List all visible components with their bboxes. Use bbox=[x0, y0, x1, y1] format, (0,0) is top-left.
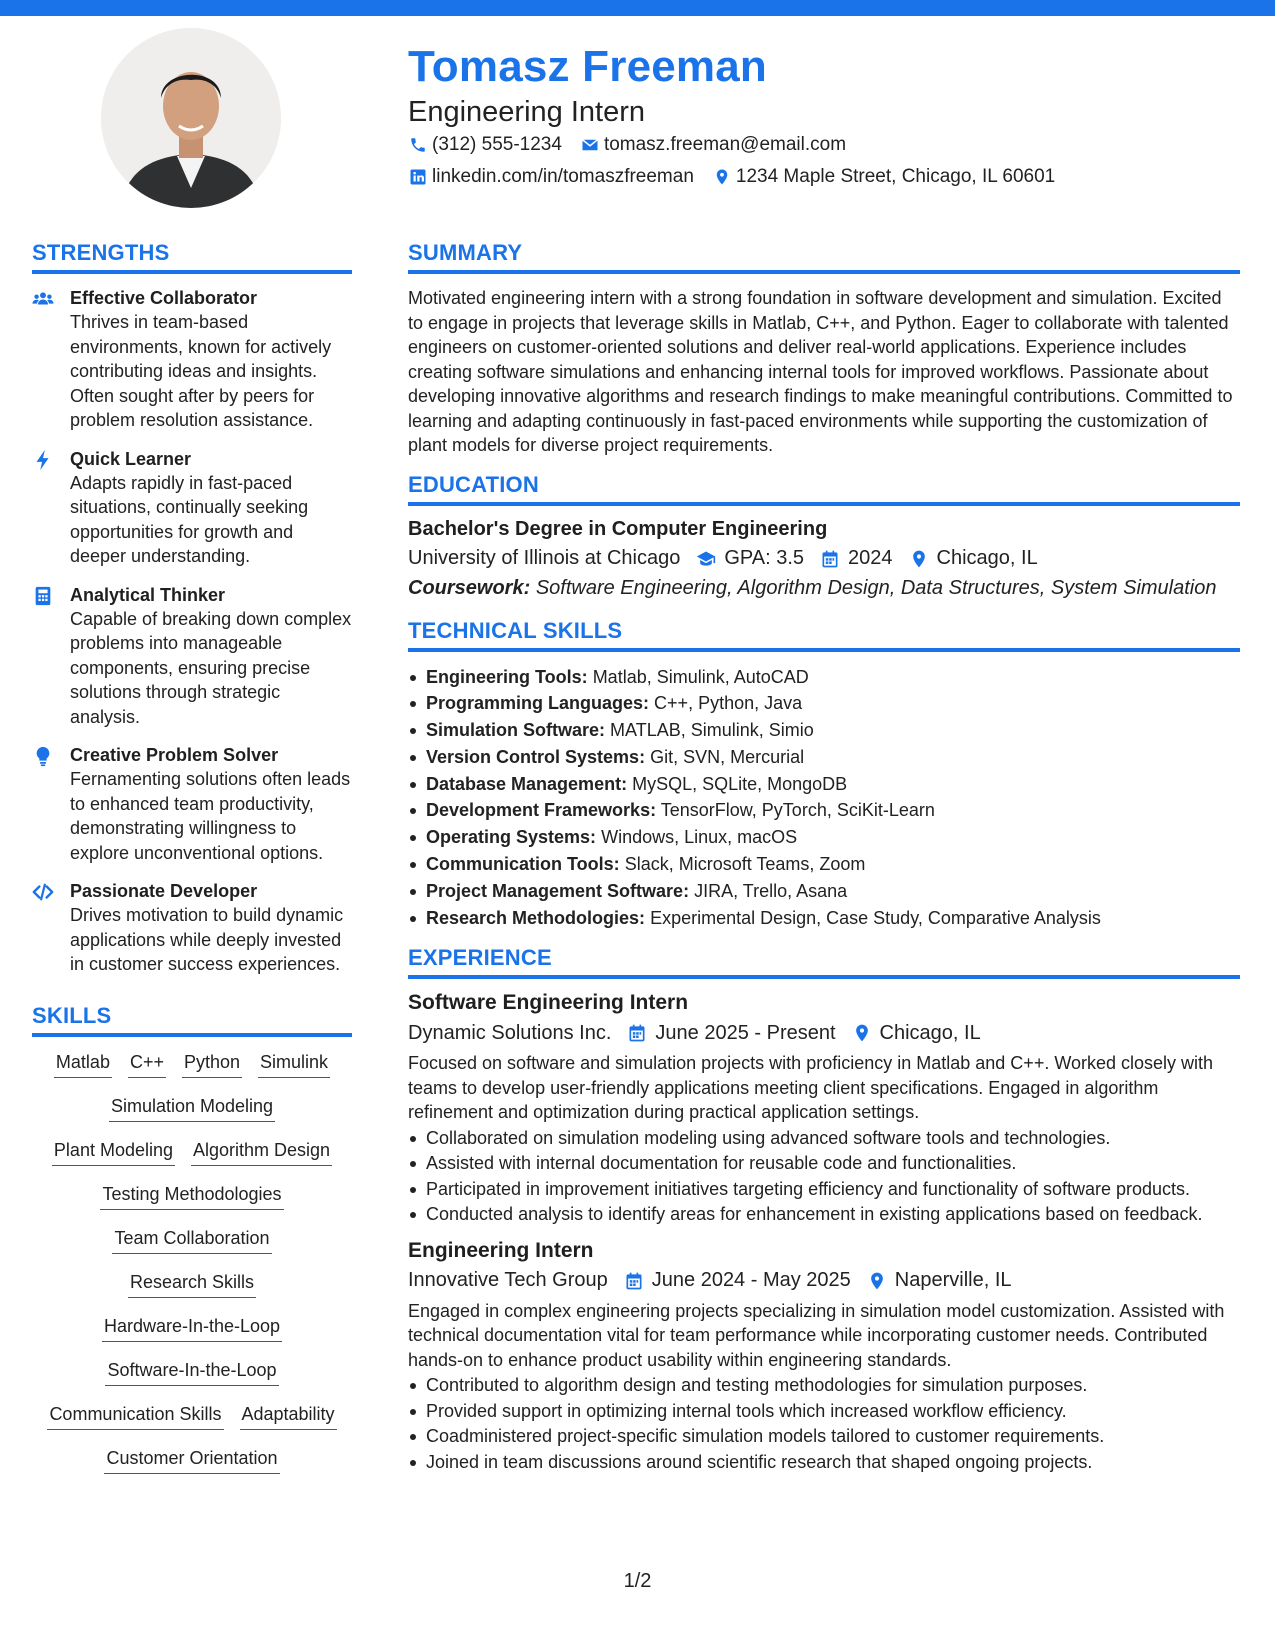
skill-label: Communication Tools: bbox=[426, 854, 620, 875]
list-item: Provided support in optimizing internal tools which increased workflow efficiency. bbox=[408, 1399, 1240, 1424]
skill-tag: Algorithm Design bbox=[191, 1139, 332, 1166]
skills-heading: SKILLS bbox=[32, 1003, 352, 1037]
skill-label: Engineering Tools: bbox=[426, 666, 588, 687]
skill-value: Matlab, Simulink, AutoCAD bbox=[592, 666, 809, 687]
strength-title: Creative Problem Solver bbox=[70, 745, 279, 765]
profile-photo bbox=[101, 28, 281, 208]
email-text: tomasz.freeman@email.com bbox=[603, 134, 847, 155]
company-text: Innovative Tech Group bbox=[408, 1269, 608, 1292]
candidate-name: Tomasz Freeman bbox=[408, 42, 767, 91]
company-text: Dynamic Solutions Inc. bbox=[408, 1021, 612, 1044]
skill-label: Database Management: bbox=[426, 773, 628, 794]
contact-linkedin[interactable] bbox=[408, 166, 694, 188]
skill-label: Operating Systems: bbox=[426, 827, 597, 848]
job-bullets bbox=[408, 1373, 1240, 1474]
list-item bbox=[408, 878, 1240, 905]
skill-label: Simulation Software: bbox=[426, 720, 606, 741]
skill-tag: Hardware-In-the-Loop bbox=[102, 1315, 282, 1342]
job-title: Engineering Intern bbox=[408, 1238, 594, 1262]
location-text: Chicago, IL bbox=[936, 547, 1038, 569]
skill-value: TensorFlow, PyTorch, SciKit-Learn bbox=[660, 800, 935, 821]
skill-label: Project Management Software: bbox=[426, 880, 690, 901]
skill-tag: Software-In-the-Loop bbox=[105, 1359, 278, 1386]
contact-phone[interactable] bbox=[408, 134, 562, 156]
education-location bbox=[907, 547, 1038, 571]
contact-row-primary bbox=[408, 134, 864, 156]
map-pin-icon bbox=[850, 1021, 874, 1045]
skill-value: Slack, Microsoft Teams, Zoom bbox=[624, 854, 866, 875]
list-item bbox=[408, 771, 1240, 798]
skill-tag: C++ bbox=[128, 1051, 166, 1078]
lightbulb-icon bbox=[32, 743, 70, 865]
skill-label: Development Frameworks: bbox=[426, 800, 657, 821]
skill-tag: Team Collaboration bbox=[112, 1227, 271, 1254]
linkedin-text: linkedin.com/in/tomaszfreeman bbox=[432, 166, 694, 187]
address-text: 1234 Maple Street, Chicago, IL 60601 bbox=[735, 166, 1056, 187]
list-item: Joined in team discussions around scientific research that shaped ongoing projects. bbox=[408, 1450, 1240, 1475]
skill-tag: Research Skills bbox=[128, 1271, 256, 1298]
page-number: 1/2 bbox=[623, 1570, 652, 1592]
job-meta bbox=[408, 1269, 1240, 1293]
location-text: Chicago, IL bbox=[879, 1021, 981, 1044]
candidate-title: Engineering Intern bbox=[408, 96, 645, 128]
list-item bbox=[408, 851, 1240, 878]
skill-value: JIRA, Trello, Asana bbox=[694, 880, 848, 901]
dates-text: June 2024 - May 2025 bbox=[651, 1269, 851, 1292]
summary-text: Motivated engineering intern with a strong foundation in software development and simulation. Excited to engage in projects that leverage skills in Matlab, C++, and Python. Eager to collaborate with talented engineers on customer-oriented solutions and deliver real-world applications. Experience includes creating software simulations and enhancing internal tools for improved workflows. Passionate about developing innovative algorithms and research findings to make meaningful contributions. Committed to learning and adapting continuously in fast-paced environments while supporting the customization of plant models for diverse project requirements. bbox=[408, 288, 1233, 455]
job-location bbox=[850, 1021, 981, 1045]
coursework-text: Software Engineering, Algorithm Design, Data Structures, System Simulation bbox=[535, 576, 1217, 599]
skill-tag: Simulink bbox=[258, 1051, 330, 1078]
list-item bbox=[408, 717, 1240, 744]
skill-tag: Matlab bbox=[54, 1051, 112, 1078]
strength-desc: Drives motivation to build dynamic applications while deeply invested in customer success experiences. bbox=[70, 905, 344, 974]
calendar-icon bbox=[622, 1269, 646, 1293]
strength-title: Effective Collaborator bbox=[70, 288, 258, 308]
school-name bbox=[408, 547, 680, 570]
strength-item bbox=[32, 879, 352, 977]
calendar-icon bbox=[818, 547, 842, 571]
strength-desc: Adapts rapidly in fast-paced situations, continually seeking opportunities for growth and deeper understanding. bbox=[70, 472, 309, 566]
map-pin-icon bbox=[865, 1269, 889, 1293]
list-item bbox=[408, 690, 1240, 717]
calendar-icon bbox=[625, 1021, 649, 1045]
company-name bbox=[408, 1022, 611, 1045]
map-pin-icon bbox=[712, 167, 732, 187]
skill-tag: Simulation Modeling bbox=[109, 1095, 275, 1122]
job-description: Focused on software and simulation projects with proficiency in Matlab and C++. Worked closely with teams to develop user-friendly applications meeting client specifications. Engaged in algorithm refinement and optimization during practical application settings. bbox=[408, 1053, 1214, 1123]
list-item: Collaborated on simulation modeling using advanced software tools and technologies. bbox=[408, 1126, 1240, 1151]
skill-tag: Customer Orientation bbox=[104, 1447, 279, 1474]
coursework-label: Coursework: bbox=[408, 576, 531, 599]
location-text: Naperville, IL bbox=[894, 1269, 1012, 1292]
skill-tag: Plant Modeling bbox=[52, 1139, 175, 1166]
graduation-cap-icon bbox=[694, 547, 718, 571]
strength-item bbox=[32, 583, 352, 730]
envelope-icon bbox=[580, 135, 600, 155]
contact-email[interactable] bbox=[580, 134, 846, 156]
technical-skills-heading: TECHNICAL SKILLS bbox=[408, 618, 1240, 652]
company-name bbox=[408, 1269, 608, 1292]
top-accent-bar bbox=[0, 0, 1275, 16]
degree-title: Bachelor's Degree in Computer Engineering bbox=[408, 517, 828, 540]
strengths-heading: STRENGTHS bbox=[32, 240, 352, 274]
list-item: Coadministered project-specific simulation models tailored to customer requirements. bbox=[408, 1424, 1240, 1449]
list-item bbox=[408, 744, 1240, 771]
job-dates bbox=[622, 1269, 851, 1293]
map-pin-icon bbox=[907, 547, 931, 571]
skill-tag: Adaptability bbox=[240, 1403, 337, 1430]
skill-tag: Python bbox=[182, 1051, 242, 1078]
strength-title: Analytical Thinker bbox=[70, 584, 226, 605]
list-item bbox=[408, 664, 1240, 691]
strength-title: Quick Learner bbox=[70, 448, 192, 469]
skill-value: Git, SVN, Mercurial bbox=[650, 746, 805, 767]
skill-label: Version Control Systems: bbox=[426, 746, 646, 767]
strength-item bbox=[32, 743, 352, 865]
phone-text: (312) 555-1234 bbox=[432, 134, 562, 155]
dates-text: June 2025 - Present bbox=[655, 1021, 836, 1044]
strength-title: Passionate Developer bbox=[70, 881, 258, 901]
coursework bbox=[408, 577, 1240, 600]
school-text: University of Illinois at Chicago bbox=[408, 547, 681, 569]
contact-address bbox=[712, 166, 1055, 188]
skill-value: MATLAB, Simulink, Simio bbox=[610, 720, 814, 741]
list-item: Participated in improvement initiatives targeting efficiency and functionality of software products. bbox=[408, 1177, 1240, 1202]
gpa bbox=[694, 547, 804, 571]
job-dates bbox=[625, 1021, 835, 1045]
skill-value: Windows, Linux, macOS bbox=[601, 827, 798, 848]
job-entry bbox=[408, 1239, 1240, 1475]
strength-item bbox=[32, 447, 352, 569]
job-description: Engaged in complex engineering projects specializing in simulation model customization. Assisted with technical documentation vital for team performance while incorporating customer needs. Contributed hands-on to enhance product usability within engineering standards. bbox=[408, 1300, 1225, 1370]
list-item: Assisted with internal documentation for reusable code and functionalities. bbox=[408, 1151, 1240, 1176]
education-meta bbox=[408, 547, 1240, 571]
job-title: Software Engineering Intern bbox=[408, 991, 689, 1015]
summary-heading: SUMMARY bbox=[408, 240, 1240, 274]
job-location bbox=[865, 1269, 1012, 1293]
phone-icon bbox=[408, 135, 428, 155]
list-item bbox=[408, 905, 1240, 932]
skill-value: C++, Python, Java bbox=[654, 693, 803, 714]
list-item: Conducted analysis to identify areas for enhancement in existing applications based on feedback. bbox=[408, 1202, 1240, 1227]
skill-value: Experimental Design, Case Study, Comparative Analysis bbox=[650, 907, 1101, 928]
users-icon bbox=[32, 286, 70, 433]
technical-skills-list bbox=[408, 664, 1240, 932]
skill-value: MySQL, SQLite, MongoDB bbox=[632, 773, 848, 794]
list-item bbox=[408, 824, 1240, 851]
year-text: 2024 bbox=[848, 547, 893, 569]
skill-tag: Testing Methodologies bbox=[100, 1183, 283, 1210]
skill-label: Programming Languages: bbox=[426, 693, 650, 714]
list-item bbox=[408, 797, 1240, 824]
strength-desc: Fernamenting solutions often leads to enhanced team productivity, demonstrating willingness to explore unconventional options. bbox=[70, 769, 351, 863]
skill-label: Research Methodologies: bbox=[426, 907, 646, 928]
skills-tag-cloud bbox=[32, 1049, 352, 1491]
strength-desc: Capable of breaking down complex problems into manageable components, ensuring precise solutions through strategic analysis. bbox=[70, 608, 352, 727]
left-column bbox=[32, 240, 352, 1491]
linkedin-icon bbox=[408, 167, 428, 187]
strength-item bbox=[32, 286, 352, 433]
bolt-icon bbox=[32, 447, 70, 569]
calculator-icon bbox=[32, 583, 70, 730]
strength-desc: Thrives in team-based environments, known for actively contributing ideas and insights. Often sought after by peers for problem resolution assistance. bbox=[70, 312, 332, 430]
education-heading: EDUCATION bbox=[408, 472, 1240, 506]
contact-row-secondary bbox=[408, 166, 1073, 188]
gpa-text: GPA: 3.5 bbox=[724, 547, 805, 569]
experience-heading: EXPERIENCE bbox=[408, 945, 1240, 979]
job-bullets bbox=[408, 1126, 1240, 1227]
graduation-year bbox=[818, 547, 893, 571]
skill-tag: Communication Skills bbox=[47, 1403, 223, 1430]
right-column bbox=[408, 240, 1240, 1486]
job-meta bbox=[408, 1021, 1240, 1045]
job-entry bbox=[408, 991, 1240, 1227]
list-item: Contributed to algorithm design and testing methodologies for simulation purposes. bbox=[408, 1373, 1240, 1398]
code-icon bbox=[32, 879, 70, 977]
